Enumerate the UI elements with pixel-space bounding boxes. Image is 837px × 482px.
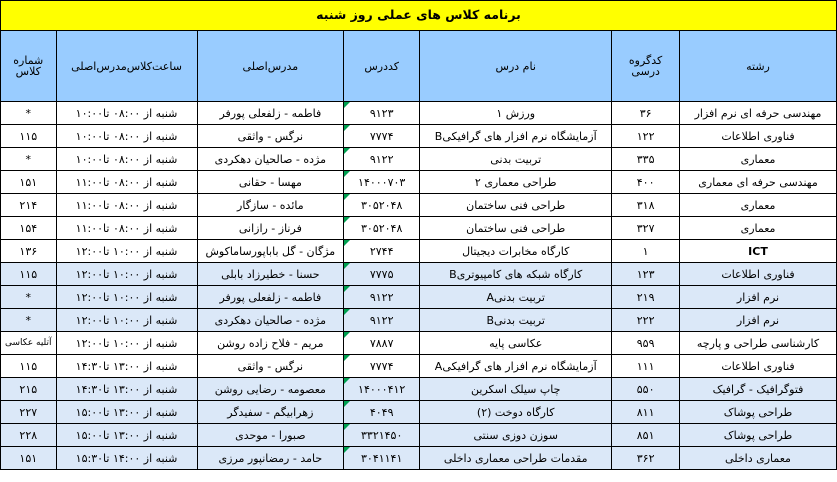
cell-course-name[interactable]: طراحی فنی ساختمان — [420, 217, 612, 240]
cell-course-code[interactable]: ۳۳۲۱۴۵۰ — [344, 424, 420, 447]
cell-room[interactable]: آتلیه عکاسی — [1, 332, 57, 355]
table-row — [1, 378, 837, 401]
cell-course-code[interactable]: ۷۷۷۴ — [344, 125, 420, 148]
cell-room[interactable]: * — [1, 102, 57, 125]
table-row — [1, 286, 837, 309]
cell-class-time[interactable]: شنبه از ۱۰:۰۰ تا۱۲:۰۰ — [56, 309, 197, 332]
cell-group-code[interactable]: ۲۱۹ — [612, 286, 680, 309]
table-row — [1, 240, 837, 263]
cell-room[interactable]: ۱۱۵ — [1, 355, 57, 378]
cell-instructor[interactable]: مریم - فلاح زاده روشن — [197, 332, 344, 355]
cell-course-code[interactable]: ۲۷۴۴ — [344, 240, 420, 263]
header-room[interactable]: شماره کلاس — [1, 31, 57, 102]
cell-instructor[interactable]: معصومه - رضایی روشن — [197, 378, 344, 401]
cell-instructor[interactable]: زهرابیگم - سفیدگر — [197, 401, 344, 424]
cell-room[interactable]: ۱۱۵ — [1, 125, 57, 148]
cell-group-code[interactable]: ۱ — [612, 240, 680, 263]
cell-major[interactable]: مهندسی حرفه ای نرم افزار — [680, 102, 837, 125]
cell-major[interactable]: طراحی پوشاک — [680, 401, 837, 424]
header-major[interactable]: رشته — [680, 31, 837, 102]
cell-class-time[interactable]: شنبه از ۱۳:۰۰ تا۱۴:۳۰ — [56, 355, 197, 378]
cell-course-code[interactable]: ۹۱۲۲ — [344, 148, 420, 171]
cell-instructor[interactable]: نرگس - واثقی — [197, 125, 344, 148]
cell-group-code[interactable]: ۱۲۲ — [612, 125, 680, 148]
cell-course-name[interactable]: مقدمات طراحی معماری داخلی — [420, 447, 612, 470]
cell-major[interactable]: معماری داخلی — [680, 447, 837, 470]
table-row — [1, 171, 837, 194]
cell-room[interactable]: ۱۳۶ — [1, 240, 57, 263]
cell-course-name[interactable]: ورزش ۱ — [420, 102, 612, 125]
cell-instructor[interactable]: فاطمه - زلفعلی پورفر — [197, 286, 344, 309]
cell-class-time[interactable]: شنبه از ۱۰:۰۰ تا۱۲:۰۰ — [56, 286, 197, 309]
cell-major[interactable]: نرم افزار — [680, 286, 837, 309]
cell-course-name[interactable]: کارگاه شبکه های کامپیوتریB — [420, 263, 612, 286]
cell-group-code[interactable]: ۲۲۲ — [612, 309, 680, 332]
cell-group-code[interactable]: ۹۵۹ — [612, 332, 680, 355]
cell-room[interactable]: ۲۲۷ — [1, 401, 57, 424]
cell-group-code[interactable]: ۸۱۱ — [612, 401, 680, 424]
cell-course-code[interactable]: ۷۷۷۵ — [344, 263, 420, 286]
cell-room[interactable]: ۲۲۸ — [1, 424, 57, 447]
cell-instructor[interactable]: مهسا - حقانی — [197, 171, 344, 194]
cell-instructor[interactable]: صبورا - موحدی — [197, 424, 344, 447]
cell-instructor[interactable]: فرناز - رازانی — [197, 217, 344, 240]
cell-room[interactable]: * — [1, 148, 57, 171]
cell-course-code[interactable]: ۹۱۲۲ — [344, 309, 420, 332]
table-row — [1, 125, 837, 148]
cell-course-name[interactable]: طراحی فنی ساختمان — [420, 194, 612, 217]
cell-course-code[interactable]: ۹۱۲۳ — [344, 102, 420, 125]
table-row — [1, 148, 837, 171]
cell-course-code[interactable]: ۳۰۴۱۱۴۱ — [344, 447, 420, 470]
cell-room[interactable]: ۲۱۵ — [1, 378, 57, 401]
cell-class-time[interactable]: شنبه از ۰۸:۰۰ تا۱۱:۰۰ — [56, 217, 197, 240]
cell-room[interactable]: * — [1, 309, 57, 332]
cell-class-time[interactable]: شنبه از ۰۸:۰۰ تا۱۰:۰۰ — [56, 102, 197, 125]
table-row — [1, 332, 837, 355]
table-row — [1, 355, 837, 378]
cell-instructor[interactable]: مائده - سازگار — [197, 194, 344, 217]
table-row — [1, 309, 837, 332]
cell-class-time[interactable]: شنبه از ۱۰:۰۰ تا۱۲:۰۰ — [56, 240, 197, 263]
cell-course-name[interactable]: طراحی معماری ۲ — [420, 171, 612, 194]
cell-course-name[interactable]: تربیت بدنی — [420, 148, 612, 171]
table-row — [1, 401, 837, 424]
cell-course-name[interactable]: آزمایشگاه نرم افزار های گرافیکیA — [420, 355, 612, 378]
cell-room[interactable]: ۱۵۱ — [1, 447, 57, 470]
cell-class-time[interactable]: شنبه از ۱۳:۰۰ تا۱۵:۰۰ — [56, 424, 197, 447]
cell-course-name[interactable]: چاپ سیلک اسکرین — [420, 378, 612, 401]
cell-major[interactable]: ICT — [680, 240, 837, 263]
cell-course-name[interactable]: کارگاه دوخت (۲) — [420, 401, 612, 424]
cell-instructor[interactable]: فاطمه - زلفعلی پورفر — [197, 102, 344, 125]
cell-instructor[interactable]: حسنا - خطیرزاد بابلی — [197, 263, 344, 286]
cell-course-name[interactable]: کارگاه مخابرات دیجیتال — [420, 240, 612, 263]
cell-group-code[interactable]: ۳۳۵ — [612, 148, 680, 171]
cell-major[interactable]: معماری — [680, 148, 837, 171]
cell-course-code[interactable]: ۷۸۸۷ — [344, 332, 420, 355]
cell-course-name[interactable]: تربیت بدنیB — [420, 309, 612, 332]
cell-class-time[interactable]: شنبه از ۱۴:۰۰ تا۱۵:۳۰ — [56, 447, 197, 470]
cell-room[interactable]: ۱۵۴ — [1, 217, 57, 240]
header-row — [1, 31, 837, 102]
cell-room[interactable]: ۱۵۱ — [1, 171, 57, 194]
header-class-time[interactable]: ساعت‌کلاس‌مدرس‌اصلی — [56, 31, 197, 102]
cell-major[interactable]: فتوگرافیک - گرافیک — [680, 378, 837, 401]
cell-course-name[interactable]: سوزن دوزی سنتی — [420, 424, 612, 447]
cell-group-code[interactable]: ۱۲۳ — [612, 263, 680, 286]
cell-room[interactable]: ۲۱۴ — [1, 194, 57, 217]
cell-course-code[interactable]: ۴۰۴۹ — [344, 401, 420, 424]
cell-course-code[interactable]: ۷۷۷۴ — [344, 355, 420, 378]
cell-major[interactable]: معماری — [680, 194, 837, 217]
table-row — [1, 217, 837, 240]
cell-class-time[interactable]: شنبه از ۱۰:۰۰ تا۱۲:۰۰ — [56, 263, 197, 286]
cell-major[interactable]: معماری — [680, 217, 837, 240]
cell-group-code[interactable]: ۸۵۱ — [612, 424, 680, 447]
cell-major[interactable]: کارشناسی طراحی و پارچه — [680, 332, 837, 355]
cell-class-time[interactable]: شنبه از ۱۳:۰۰ تا۱۴:۳۰ — [56, 378, 197, 401]
header-group-code[interactable]: کدگروه درسی — [612, 31, 680, 102]
cell-course-code[interactable]: ۱۴۰۰۰۴۱۲ — [344, 378, 420, 401]
cell-class-time[interactable]: شنبه از ۰۸:۰۰ تا۱۰:۰۰ — [56, 148, 197, 171]
cell-group-code[interactable]: ۵۵۰ — [612, 378, 680, 401]
cell-group-code[interactable]: ۳۱۸ — [612, 194, 680, 217]
header-instructor[interactable]: مدرس‌اصلی — [197, 31, 344, 102]
cell-course-name[interactable]: تربیت بدنیA — [420, 286, 612, 309]
cell-major[interactable]: نرم افزار — [680, 309, 837, 332]
cell-room[interactable]: ۱۱۵ — [1, 263, 57, 286]
cell-instructor[interactable]: حامد - رمضانپور مرزی — [197, 447, 344, 470]
cell-room[interactable]: * — [1, 286, 57, 309]
header-course-code[interactable]: کددرس — [344, 31, 420, 102]
cell-major[interactable]: مهندسی حرفه ای معماری — [680, 171, 837, 194]
cell-major[interactable]: طراحی پوشاک — [680, 424, 837, 447]
cell-course-code[interactable]: ۳۰۵۲۰۴۸ — [344, 194, 420, 217]
cell-major[interactable]: فناوری اطلاعات — [680, 355, 837, 378]
cell-instructor[interactable]: مژده - صالحیان دهکردی — [197, 309, 344, 332]
table-row — [1, 102, 837, 125]
cell-class-time[interactable]: شنبه از ۰۸:۰۰ تا۱۱:۰۰ — [56, 194, 197, 217]
cell-group-code[interactable]: ۳۲۷ — [612, 217, 680, 240]
table-row — [1, 424, 837, 447]
cell-group-code[interactable]: ۳۶ — [612, 102, 680, 125]
cell-group-code[interactable]: ۳۶۲ — [612, 447, 680, 470]
table-row — [1, 263, 837, 286]
cell-major[interactable]: فناوری اطلاعات — [680, 263, 837, 286]
sheet-title[interactable]: برنامه کلاس های عملی روز شنبه — [1, 1, 837, 31]
cell-group-code[interactable]: ۱۱۱ — [612, 355, 680, 378]
cell-instructor[interactable]: مژده - صالحیان دهکردی — [197, 148, 344, 171]
cell-instructor[interactable]: نرگس - واثقی — [197, 355, 344, 378]
cell-class-time[interactable]: شنبه از ۰۸:۰۰ تا۱۱:۰۰ — [56, 171, 197, 194]
header-course-name[interactable]: نام درس — [420, 31, 612, 102]
table-row — [1, 447, 837, 470]
cell-course-code[interactable]: ۹۱۲۲ — [344, 286, 420, 309]
cell-major[interactable]: فناوری اطلاعات — [680, 125, 837, 148]
cell-class-time[interactable]: شنبه از ۰۸:۰۰ تا۱۰:۰۰ — [56, 125, 197, 148]
cell-instructor[interactable]: مژگان - گل باباپورساماکوش — [197, 240, 344, 263]
cell-class-time[interactable]: شنبه از ۱۰:۰۰ تا۱۲:۰۰ — [56, 332, 197, 355]
cell-course-name[interactable]: آزمایشگاه نرم افزار های گرافیکیB — [420, 125, 612, 148]
cell-class-time[interactable]: شنبه از ۱۳:۰۰ تا۱۵:۰۰ — [56, 401, 197, 424]
cell-group-code[interactable]: ۴۰۰ — [612, 171, 680, 194]
table-row — [1, 194, 837, 217]
cell-course-code[interactable]: ۳۰۵۲۰۴۸ — [344, 217, 420, 240]
cell-course-code[interactable]: ۱۴۰۰۰۷۰۳ — [344, 171, 420, 194]
cell-course-name[interactable]: عکاسی پایه — [420, 332, 612, 355]
